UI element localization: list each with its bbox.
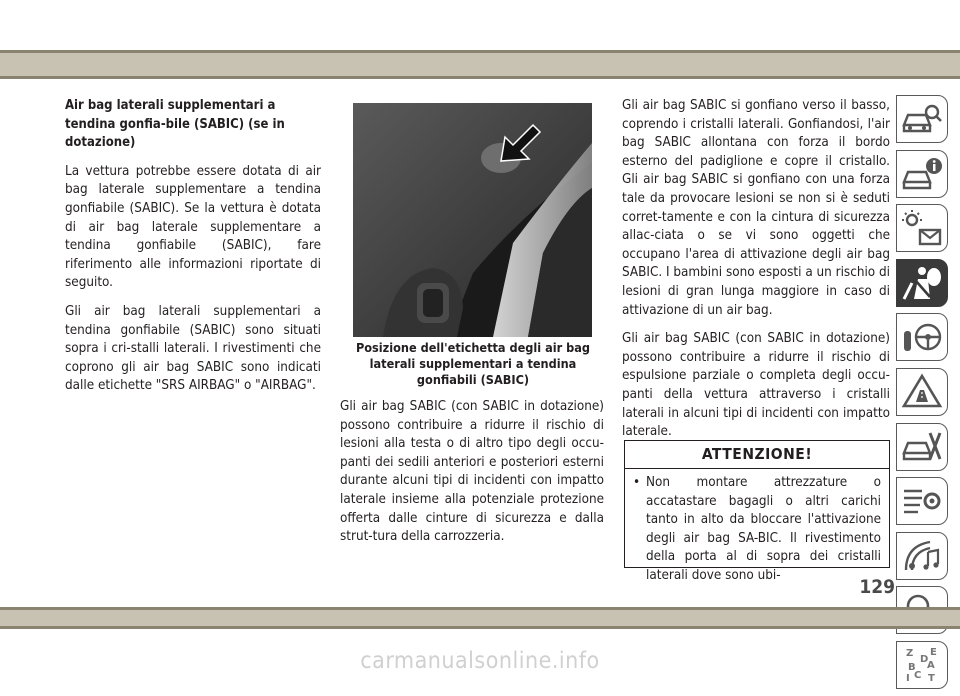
index-letter: T bbox=[928, 672, 935, 684]
warning-title: ATTENZIONE! bbox=[625, 441, 889, 469]
tab-warning-lights[interactable] bbox=[896, 204, 948, 252]
index-letter: A bbox=[927, 659, 935, 671]
airbag-label-photo bbox=[353, 103, 592, 337]
car-info-icon bbox=[900, 154, 944, 194]
tab-getting-to-know-instrument[interactable] bbox=[896, 150, 948, 198]
index-letter: B bbox=[908, 661, 916, 673]
paragraph: Gli air bag SABIC (con SABIC in dotazione) possono contribuire a ridurre il rischio di espulsione parziale o completa degli occu-panti della vettura attraverso i cristalli laterali in alcuni tipi di incidenti con impatto laterale. bbox=[622, 331, 890, 440]
bullet-dot: • bbox=[633, 475, 641, 490]
bottom-band bbox=[0, 607, 960, 629]
paragraph: La vettura potrebbe essere dotata di air bag laterale supplementare a tendina gonfiabile (SABIC). Se la vettura è dotata di air bag laterale supplementare a tendina gonfiabile (SABIC), fare riferimento alle informazioni riportate di seguito. bbox=[65, 163, 321, 291]
tab-technical-specifications[interactable] bbox=[896, 477, 948, 525]
tab-safety[interactable] bbox=[896, 259, 948, 307]
top-band bbox=[0, 50, 960, 79]
car-search-icon bbox=[900, 99, 944, 139]
page-number: 129 bbox=[859, 576, 895, 598]
warning-lights-icon bbox=[900, 208, 944, 248]
chapter-tabs bbox=[893, 95, 953, 696]
car-tools-icon bbox=[900, 427, 944, 467]
figure-caption: Posizione dell'etichetta degli air bag laterali supplementari a tendina gonfiabili (SABIC) bbox=[355, 340, 591, 387]
bottom-stripe-top bbox=[0, 607, 960, 610]
tab-getting-to-know-vehicle[interactable] bbox=[896, 95, 948, 143]
multimedia-icon bbox=[900, 536, 944, 576]
column-1 bbox=[65, 97, 321, 406]
index-letter: D bbox=[920, 653, 929, 665]
specifications-gear-icon bbox=[900, 481, 944, 521]
paragraph: Gli air bag laterali supplementari a tendina gonfiabile (SABIC) sono situati sopra i cri-stalli laterali. I rivestimenti che coprono gli air bag SABIC sono indicati dalle etichette "SRS AIRBAG" o "AIRBAG". bbox=[65, 303, 321, 394]
bottom-stripe bbox=[0, 626, 960, 629]
steering-wheel-icon bbox=[900, 317, 944, 357]
column-3 bbox=[622, 97, 890, 452]
warning-text: Non montare attrezzature o accatastare bagagli o altri carichi tanto in alto da bloccare l'attivazione degli air bag SA-BIC. Il rivestimento della porta al di sopra dei cristalli laterali dove sono ubi- bbox=[646, 475, 881, 583]
index-letter: E bbox=[930, 646, 937, 658]
top-stripe-bottom bbox=[0, 76, 960, 79]
index-letter: Z bbox=[906, 647, 914, 659]
top-stripe bbox=[0, 50, 960, 53]
paragraph: Gli air bag SABIC si gonfiano verso il basso, coprendo i cristalli laterali. Gonfiandosi, l'air bag SABIC allontana con forza il bordo esterno del padiglione e copre il cristallo. Gli air bag SABIC si gonfiano con una forza tale da provocare lesioni se non si è seduti corret-tamente e con la cintura di sicurezza allac-ciata o se vi sono oggetti che occupano l'area di attivazione degli air bag SABIC. I bambini sono esposti a un rischio di lesioni di gran lunga maggiore in caso di attivazione di un air bag. bbox=[622, 98, 891, 318]
tab-multimedia[interactable] bbox=[896, 532, 948, 580]
tab-in-case-of-emergency[interactable] bbox=[896, 368, 948, 416]
paragraph: Gli air bag SABIC (con SABIC in dotazione) possono contribuire a ridurre il rischio di lesioni alla testa o di altro tipo degli occu-panti dei sedili anteriori e posteriori esterni durante alcuni tipi di incidenti con impatto laterale insieme alla potenziale protezione offerta dalle cinture di sicurezza e dalla strut-tura della carrozzeria. bbox=[340, 399, 604, 545]
airbag-seatbelt-icon bbox=[900, 263, 944, 303]
photo-illustration bbox=[353, 103, 592, 337]
index-letter: I bbox=[906, 672, 910, 684]
tab-starting-operating[interactable] bbox=[896, 313, 948, 361]
road-warning-icon bbox=[900, 372, 944, 412]
column-2 bbox=[340, 398, 604, 557]
tab-servicing-maintenance[interactable] bbox=[896, 423, 948, 471]
section-heading: Air bag laterali supplementari a tendina gonfia-bile (SABIC) (se in dotazione) bbox=[65, 98, 285, 151]
warning-bullet bbox=[633, 474, 881, 586]
watermark: carmanualsonline.info bbox=[360, 648, 600, 674]
warning-box bbox=[624, 440, 890, 583]
index-letter: C bbox=[914, 669, 922, 681]
